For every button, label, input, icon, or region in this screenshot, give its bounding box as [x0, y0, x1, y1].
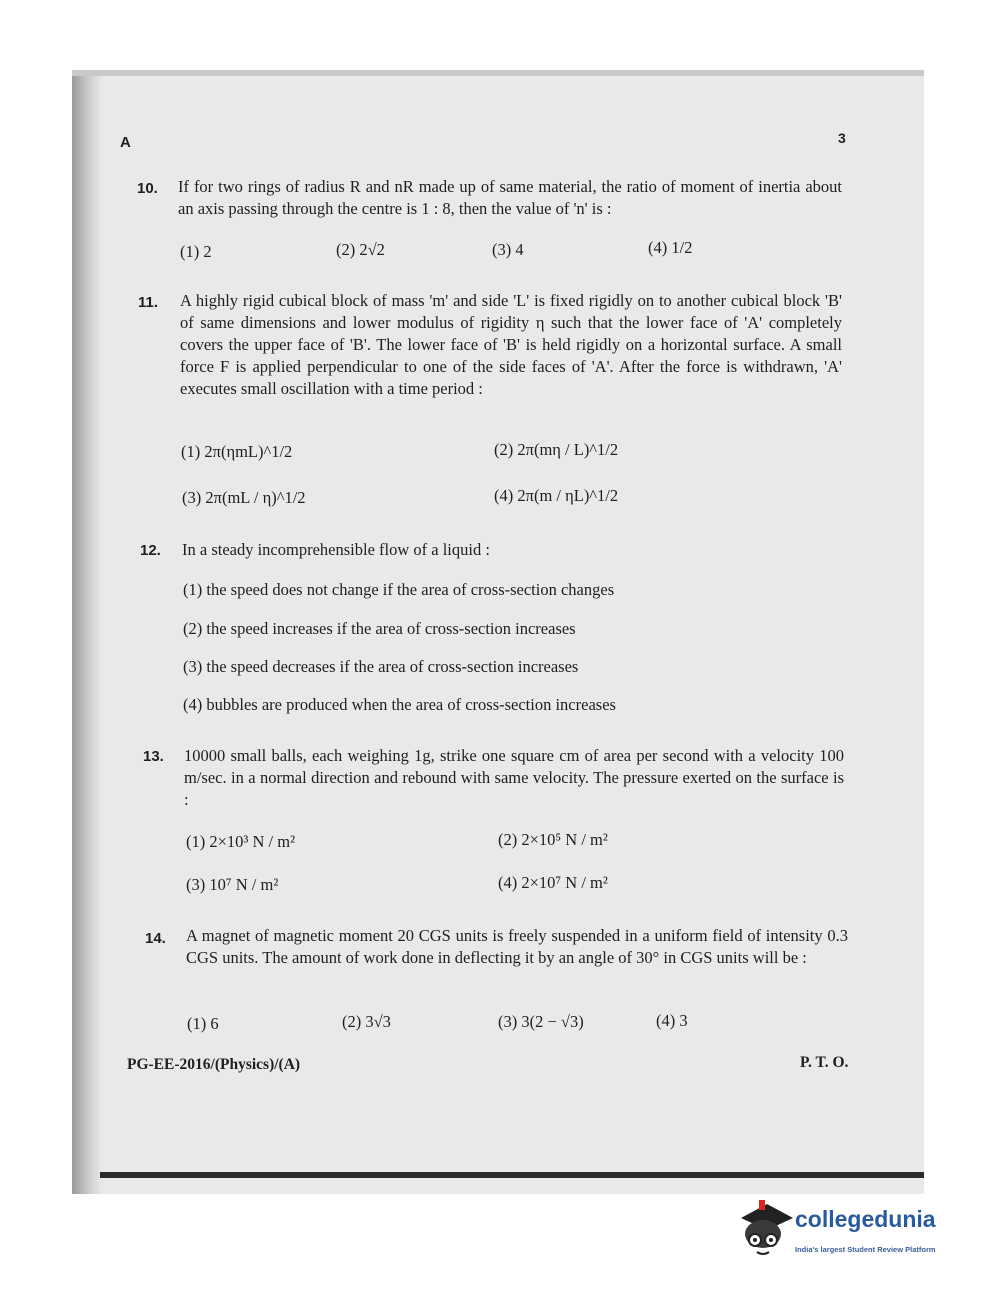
option: (4) 2π(m / ηL)^1/2: [494, 486, 619, 505]
option: (1) the speed does not change if the area of cross-section changes: [183, 580, 615, 599]
option: (4) 1/2: [648, 238, 693, 257]
option: (1) 2π(ηmL)^1/2: [181, 442, 293, 461]
question-text: A highly rigid cubical block of mass 'm' and side 'L' is fixed rigidly on to another cubical block 'B' of same dimensions and lower modulus of rigidity η such that the lower face of 'A' completely covers the upper face of 'B'. The lower face of 'B' is held rigidly on a horizontal surface. A small force F is applied perpendicular to one of the side faces of 'A'. After the force is withdrawn, 'A' executes small oscillation with a time period :: [180, 291, 842, 398]
brand-logo[interactable]: [737, 1196, 967, 1266]
option: (1) 2: [180, 242, 212, 261]
scan-top-edge: [72, 70, 924, 76]
option: (3) 2π(mL / η)^1/2: [182, 488, 306, 507]
option: (3) 3(2 − √3): [498, 1012, 584, 1031]
option: (2) 2π(mη / L)^1/2: [494, 440, 619, 459]
option: (2) the speed increases if the area of cross-section increases: [183, 619, 576, 638]
question-text: A magnet of magnetic moment 20 CGS units is freely suspended in a uniform field of intensity 0.3 CGS units. The amount of work done in deflecting it by an angle of 30° in CGS units will be :: [186, 926, 848, 967]
paper-code: PG-EE-2016/(Physics)/(A): [127, 1056, 301, 1073]
set-letter: A: [120, 134, 131, 151]
brand-tagline: India's largest Student Review Platform: [795, 1245, 936, 1254]
question-number: 14.: [145, 930, 166, 947]
question-number: 11.: [138, 294, 159, 311]
scan-bottom-edge: [100, 1172, 924, 1178]
option: (4) 2×10⁷ N / m²: [498, 873, 608, 892]
option: (1) 2×10³ N / m²: [186, 832, 296, 851]
option: (3) the speed decreases if the area of cross-section increases: [183, 657, 579, 676]
option: (1) 6: [187, 1014, 219, 1033]
question-text: If for two rings of radius R and nR made up of same material, the ratio of moment of inertia about an axis passing through the centre is 1 : 8, then the value of 'n' is :: [178, 177, 842, 218]
brand-name: collegedunia: [795, 1206, 936, 1232]
option: (3) 10⁷ N / m²: [186, 875, 279, 894]
question-number: 13.: [143, 748, 164, 765]
option: (2) 2√2: [336, 240, 385, 259]
question-text: In a steady incomprehensible flow of a liquid :: [182, 540, 490, 559]
option: (3) 4: [492, 240, 524, 259]
scan-binding-shadow: [72, 70, 102, 1194]
option: (4) bubbles are produced when the area of cross-section increases: [183, 695, 616, 714]
option: (2) 3√3: [342, 1012, 391, 1031]
pto-label: P. T. O.: [800, 1054, 849, 1071]
mascot-icon: [737, 1196, 793, 1258]
question-number: 10.: [137, 180, 158, 197]
page-number: 3: [838, 130, 846, 146]
question-text: 10000 small balls, each weighing 1g, strike one square cm of area per second with a velocity 100 m/sec. in a normal direction and rebound with same velocity. The pressure exerted on the surface is :: [184, 746, 844, 809]
option: (4) 3: [656, 1011, 688, 1030]
question-number: 12.: [140, 542, 161, 559]
option: (2) 2×10⁵ N / m²: [498, 830, 608, 849]
